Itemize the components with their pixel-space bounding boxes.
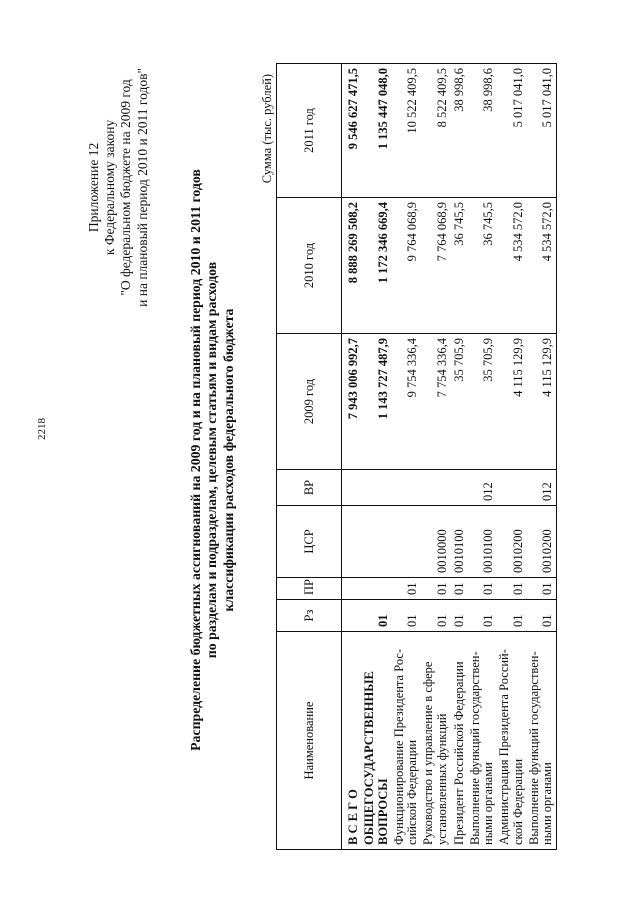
cell-name: ОБЩЕГОСУДАРСТВЕННЫЕ ВОПРОСЫ xyxy=(362,632,392,850)
document-sheet xyxy=(80,60,600,860)
cell-pr: 01 xyxy=(468,578,498,600)
cell-2010: 36 745,5 xyxy=(451,198,468,334)
cell-vr xyxy=(451,470,468,506)
table-row xyxy=(392,64,422,850)
title-line-3: классификации расходов федерального бюджета xyxy=(220,308,236,612)
cell-2010: 4 534 572,0 xyxy=(527,198,557,334)
cell-rz: 01 xyxy=(392,600,422,632)
cell-2011: 9 546 627 471,5 xyxy=(342,64,363,198)
cell-2011: 1 135 447 048,0 xyxy=(362,64,392,198)
table-row xyxy=(342,64,363,850)
cell-rz: 01 xyxy=(527,600,557,632)
cell-rz: 01 xyxy=(362,600,392,632)
table-row xyxy=(527,64,557,850)
cell-name: Выполнение функций государствен-ными органами xyxy=(527,632,557,850)
cell-vr: 012 xyxy=(468,470,498,506)
cell-2010: 9 764 068,9 xyxy=(392,198,422,334)
cell-name: Администрация Президента Россий-ской Федерации xyxy=(497,632,527,850)
cell-name: Функционирование Президента Рос-сийской Федерации xyxy=(392,632,422,850)
cell-2010: 1 172 346 669,4 xyxy=(362,198,392,334)
cell-name: В С Е Г О xyxy=(342,632,363,850)
cell-csr xyxy=(392,506,422,578)
cell-csr: 0010100 xyxy=(451,506,468,578)
cell-2010: 4 534 572,0 xyxy=(497,198,527,334)
appendix-line-1: Приложение 12 xyxy=(86,142,101,233)
table-row xyxy=(421,64,451,850)
cell-rz: 01 xyxy=(468,600,498,632)
cell-2009: 35 705,9 xyxy=(451,334,468,470)
table-body xyxy=(342,64,557,850)
cell-vr xyxy=(497,470,527,506)
cell-rz xyxy=(342,600,363,632)
cell-2009: 1 143 727 487,9 xyxy=(362,334,392,470)
table-header-row xyxy=(277,64,342,850)
cell-2009: 4 115 129,9 xyxy=(527,334,557,470)
cell-vr xyxy=(342,470,363,506)
cell-2011: 5 017 041,0 xyxy=(497,64,527,198)
title-line-1: Распределение бюджетных ассигнований на 2009 год и на плановый период 2010 и 2011 годов xyxy=(188,169,203,751)
cell-vr xyxy=(421,470,451,506)
cell-csr: 0010100 xyxy=(468,506,498,578)
budget-table xyxy=(276,63,557,850)
col-header-2011: 2011 год xyxy=(277,64,342,198)
cell-name: Выполнение функций государствен-ными органами xyxy=(468,632,498,850)
col-header-2010: 2010 год xyxy=(277,198,342,334)
cell-2009: 7 754 336,4 xyxy=(421,334,451,470)
cell-pr: 01 xyxy=(497,578,527,600)
cell-pr: 01 xyxy=(392,578,422,600)
cell-vr xyxy=(362,470,392,506)
appendix-line-4: и на плановый период 2010 и 2011 годов" xyxy=(134,68,150,307)
cell-2010: 8 888 269 508,2 xyxy=(342,198,363,334)
cell-csr: 0010200 xyxy=(527,506,557,578)
cell-csr xyxy=(342,506,363,578)
cell-pr: 01 xyxy=(527,578,557,600)
cell-rz: 01 xyxy=(421,600,451,632)
cell-pr: 01 xyxy=(451,578,468,600)
appendix-line-2: к Федеральному закону xyxy=(102,119,118,256)
table-row xyxy=(362,64,392,850)
cell-rz: 01 xyxy=(497,600,527,632)
table-row xyxy=(468,64,498,850)
cell-2009: 9 754 336,4 xyxy=(392,334,422,470)
cell-2011: 38 998,6 xyxy=(468,64,498,198)
cell-pr xyxy=(342,578,363,600)
cell-pr: 01 xyxy=(421,578,451,600)
cell-2010: 7 764 068,9 xyxy=(421,198,451,334)
cell-2009: 35 705,9 xyxy=(468,334,498,470)
cell-vr xyxy=(392,470,422,506)
appendix-line-3: "О федеральном бюджете на 2009 год xyxy=(118,79,134,296)
col-header-name: Наименование xyxy=(277,632,342,850)
cell-2010: 36 745,5 xyxy=(468,198,498,334)
cell-2011: 10 522 409,5 xyxy=(392,64,422,198)
cell-pr xyxy=(362,578,392,600)
cell-rz: 01 xyxy=(451,600,468,632)
cell-csr xyxy=(362,506,392,578)
units-label: Сумма (тыс. рублей) xyxy=(260,74,274,184)
col-header-vr: ВР xyxy=(277,470,342,506)
page-number: 2218 xyxy=(36,418,48,440)
table-row xyxy=(497,64,527,850)
document-title xyxy=(188,70,237,850)
title-line-2: по разделам и подразделам, целевым статьям и видам расходов xyxy=(204,261,220,659)
col-header-2009: 2009 год xyxy=(277,334,342,470)
cell-name: Президент Российской Федерации xyxy=(451,632,468,850)
cell-2009: 7 943 006 992,7 xyxy=(342,334,363,470)
col-header-pr: ПР xyxy=(277,578,342,600)
cell-csr: 0010200 xyxy=(497,506,527,578)
cell-csr: 0010000 xyxy=(421,506,451,578)
cell-2011: 38 998,6 xyxy=(451,64,468,198)
appendix-note xyxy=(86,68,151,307)
col-header-csr: ЦСР xyxy=(277,506,342,578)
cell-2011: 8 522 409,5 xyxy=(421,64,451,198)
table-row xyxy=(451,64,468,850)
cell-2009: 4 115 129,9 xyxy=(497,334,527,470)
col-header-rz: Рз xyxy=(277,600,342,632)
cell-name: Руководство и управление в сфере установленных функций xyxy=(421,632,451,850)
cell-vr: 012 xyxy=(527,470,557,506)
cell-2011: 5 017 041,0 xyxy=(527,64,557,198)
